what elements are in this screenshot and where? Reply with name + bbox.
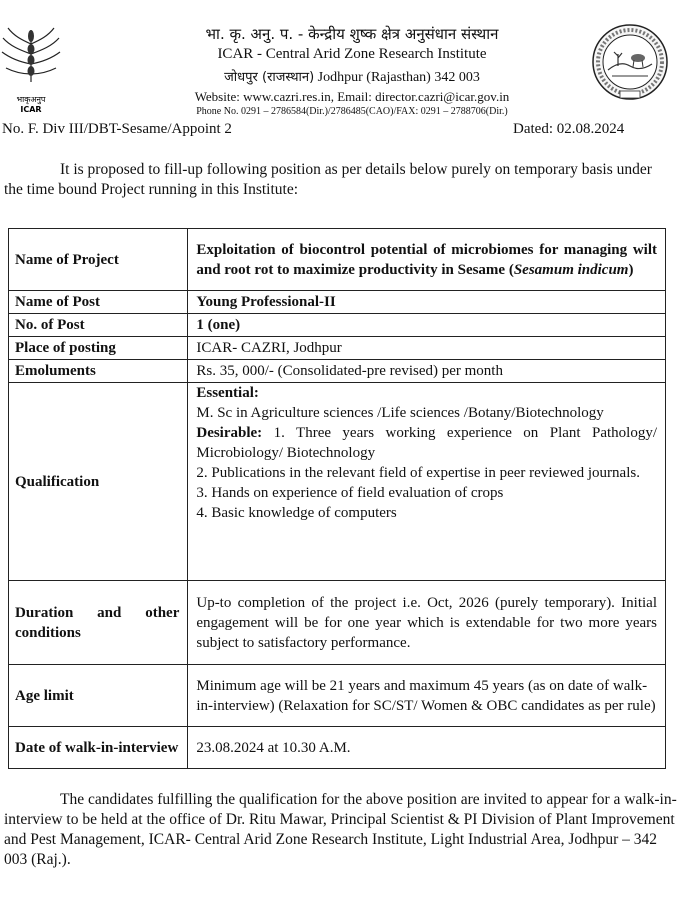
reference-date: Dated: 02.08.2024 — [513, 121, 625, 137]
project-label: Name of Project — [9, 229, 188, 291]
institute-address — [112, 67, 592, 86]
place-label: Place of posting — [9, 337, 188, 360]
qualification-value — [188, 383, 666, 581]
closing-paragraph: The candidates fulfilling the qualification for the above position are invited to appear for a walk-in-interview to be held at the office of Dr. Ritu Mawar, Principal Scientist & PI Division of Plant Improvement and Pest Management, ICAR- Central Arid Zone Research Institute, Light Industrial Area, Jodhpur – 342 003 (Raj.). — [4, 791, 677, 868]
emoluments-label: Emoluments — [9, 360, 188, 383]
address-hindi: जोधपुर (राजस्थान) — [224, 70, 315, 85]
table-row — [9, 291, 666, 314]
interview-date-label: Date of walk-in-interview — [9, 727, 188, 769]
table-row — [9, 727, 666, 769]
website-email: Website: www.cazri.res.in, Email: director.cazri@icar.gov.in — [194, 89, 510, 104]
table-row — [9, 581, 666, 665]
table-row — [9, 360, 666, 383]
desirable-item-3: 3. Hands on experience of field evaluation of crops — [196, 485, 504, 501]
institute-name: ICAR - Central Arid Zone Research Institute — [217, 46, 487, 62]
table-row — [9, 229, 666, 291]
post-value: Young Professional-II — [188, 291, 666, 314]
desirable-item-2: 2. Publications in the relevant field of expertise in peer reviewed journals. — [196, 465, 640, 481]
phone-fax: Phone No. 0291 – 2786584(Dir.)/2786485(CAO)/FAX: 0291 – 2788706(Dir.) — [196, 106, 508, 117]
logo-left-hindi-text: भाकृअनुप — [16, 95, 46, 104]
project-close: ) — [628, 261, 634, 278]
desirable-text-1: 1. Three years working experience on Plant Pathology/ Microbiology/ Biotechnology — [196, 425, 658, 461]
project-title: Exploitation of biocontrol potential of microbiomes for managing wilt and root rot to maximize productivity in Sesame ( — [196, 241, 657, 278]
institute-name-hindi: भा. कृ. अनु. प. - केन्द्रीय शुष्क क्षेत्र अनुसंधान संस्थान — [205, 25, 499, 43]
essential-label: Essential: — [196, 385, 259, 401]
logo-left-en-text: ICAR — [20, 105, 42, 114]
qualification-label: Qualification — [9, 383, 188, 581]
wheat-icon — [0, 22, 62, 114]
intro-paragraph: It is proposed to fill-up following position as per details below purely on temporary basis under the time bound Project running in this Institute: — [4, 161, 652, 198]
table-row — [9, 383, 666, 581]
seal-icon — [590, 20, 670, 108]
desirable-item-4: 4. Basic knowledge of computers — [196, 505, 397, 521]
duration-label: Duration and other conditions — [9, 581, 188, 665]
address-english: Jodhpur (Rajasthan) 342 003 — [317, 70, 480, 85]
position-details-table — [8, 228, 666, 769]
table-row — [9, 337, 666, 360]
desirable-item-1 — [196, 423, 657, 463]
reference-number: No. F. Div III/DBT-Sesame/Appoint 2 — [2, 121, 232, 137]
essential-text: M. Sc in Agriculture sciences /Life sciences /Botany/Biotechnology — [196, 405, 604, 421]
desirable-label: Desirable: — [196, 425, 263, 441]
table-row — [9, 314, 666, 337]
interview-date-value: 23.08.2024 at 10.30 A.M. — [188, 727, 666, 769]
num-posts-value: 1 (one) — [188, 314, 666, 337]
place-value: ICAR- CAZRI, Jodhpur — [188, 337, 666, 360]
duration-value: Up-to completion of the project i.e. Oct, 2026 (purely temporary). Initial engagement will be for one year which is extendable for two more years subject to satisfactory performance. — [188, 581, 666, 665]
age-limit-label: Age limit — [9, 665, 188, 727]
icar-logo — [0, 22, 62, 114]
cazri-seal — [590, 20, 670, 108]
project-species: Sesamum indicum — [513, 261, 629, 278]
age-limit-value: Minimum age will be 21 years and maximum 45 years (as on date of walk-in-interview) (Relaxation for SC/ST/ Women & OBC candidates as per rule) — [188, 665, 666, 727]
post-label: Name of Post — [9, 291, 188, 314]
table-row — [9, 665, 666, 727]
project-value — [188, 229, 666, 291]
num-posts-label: No. of Post — [9, 314, 188, 337]
letterhead — [0, 0, 680, 137]
emoluments-value: Rs. 35, 000/- (Consolidated-pre revised) per month — [188, 360, 666, 383]
